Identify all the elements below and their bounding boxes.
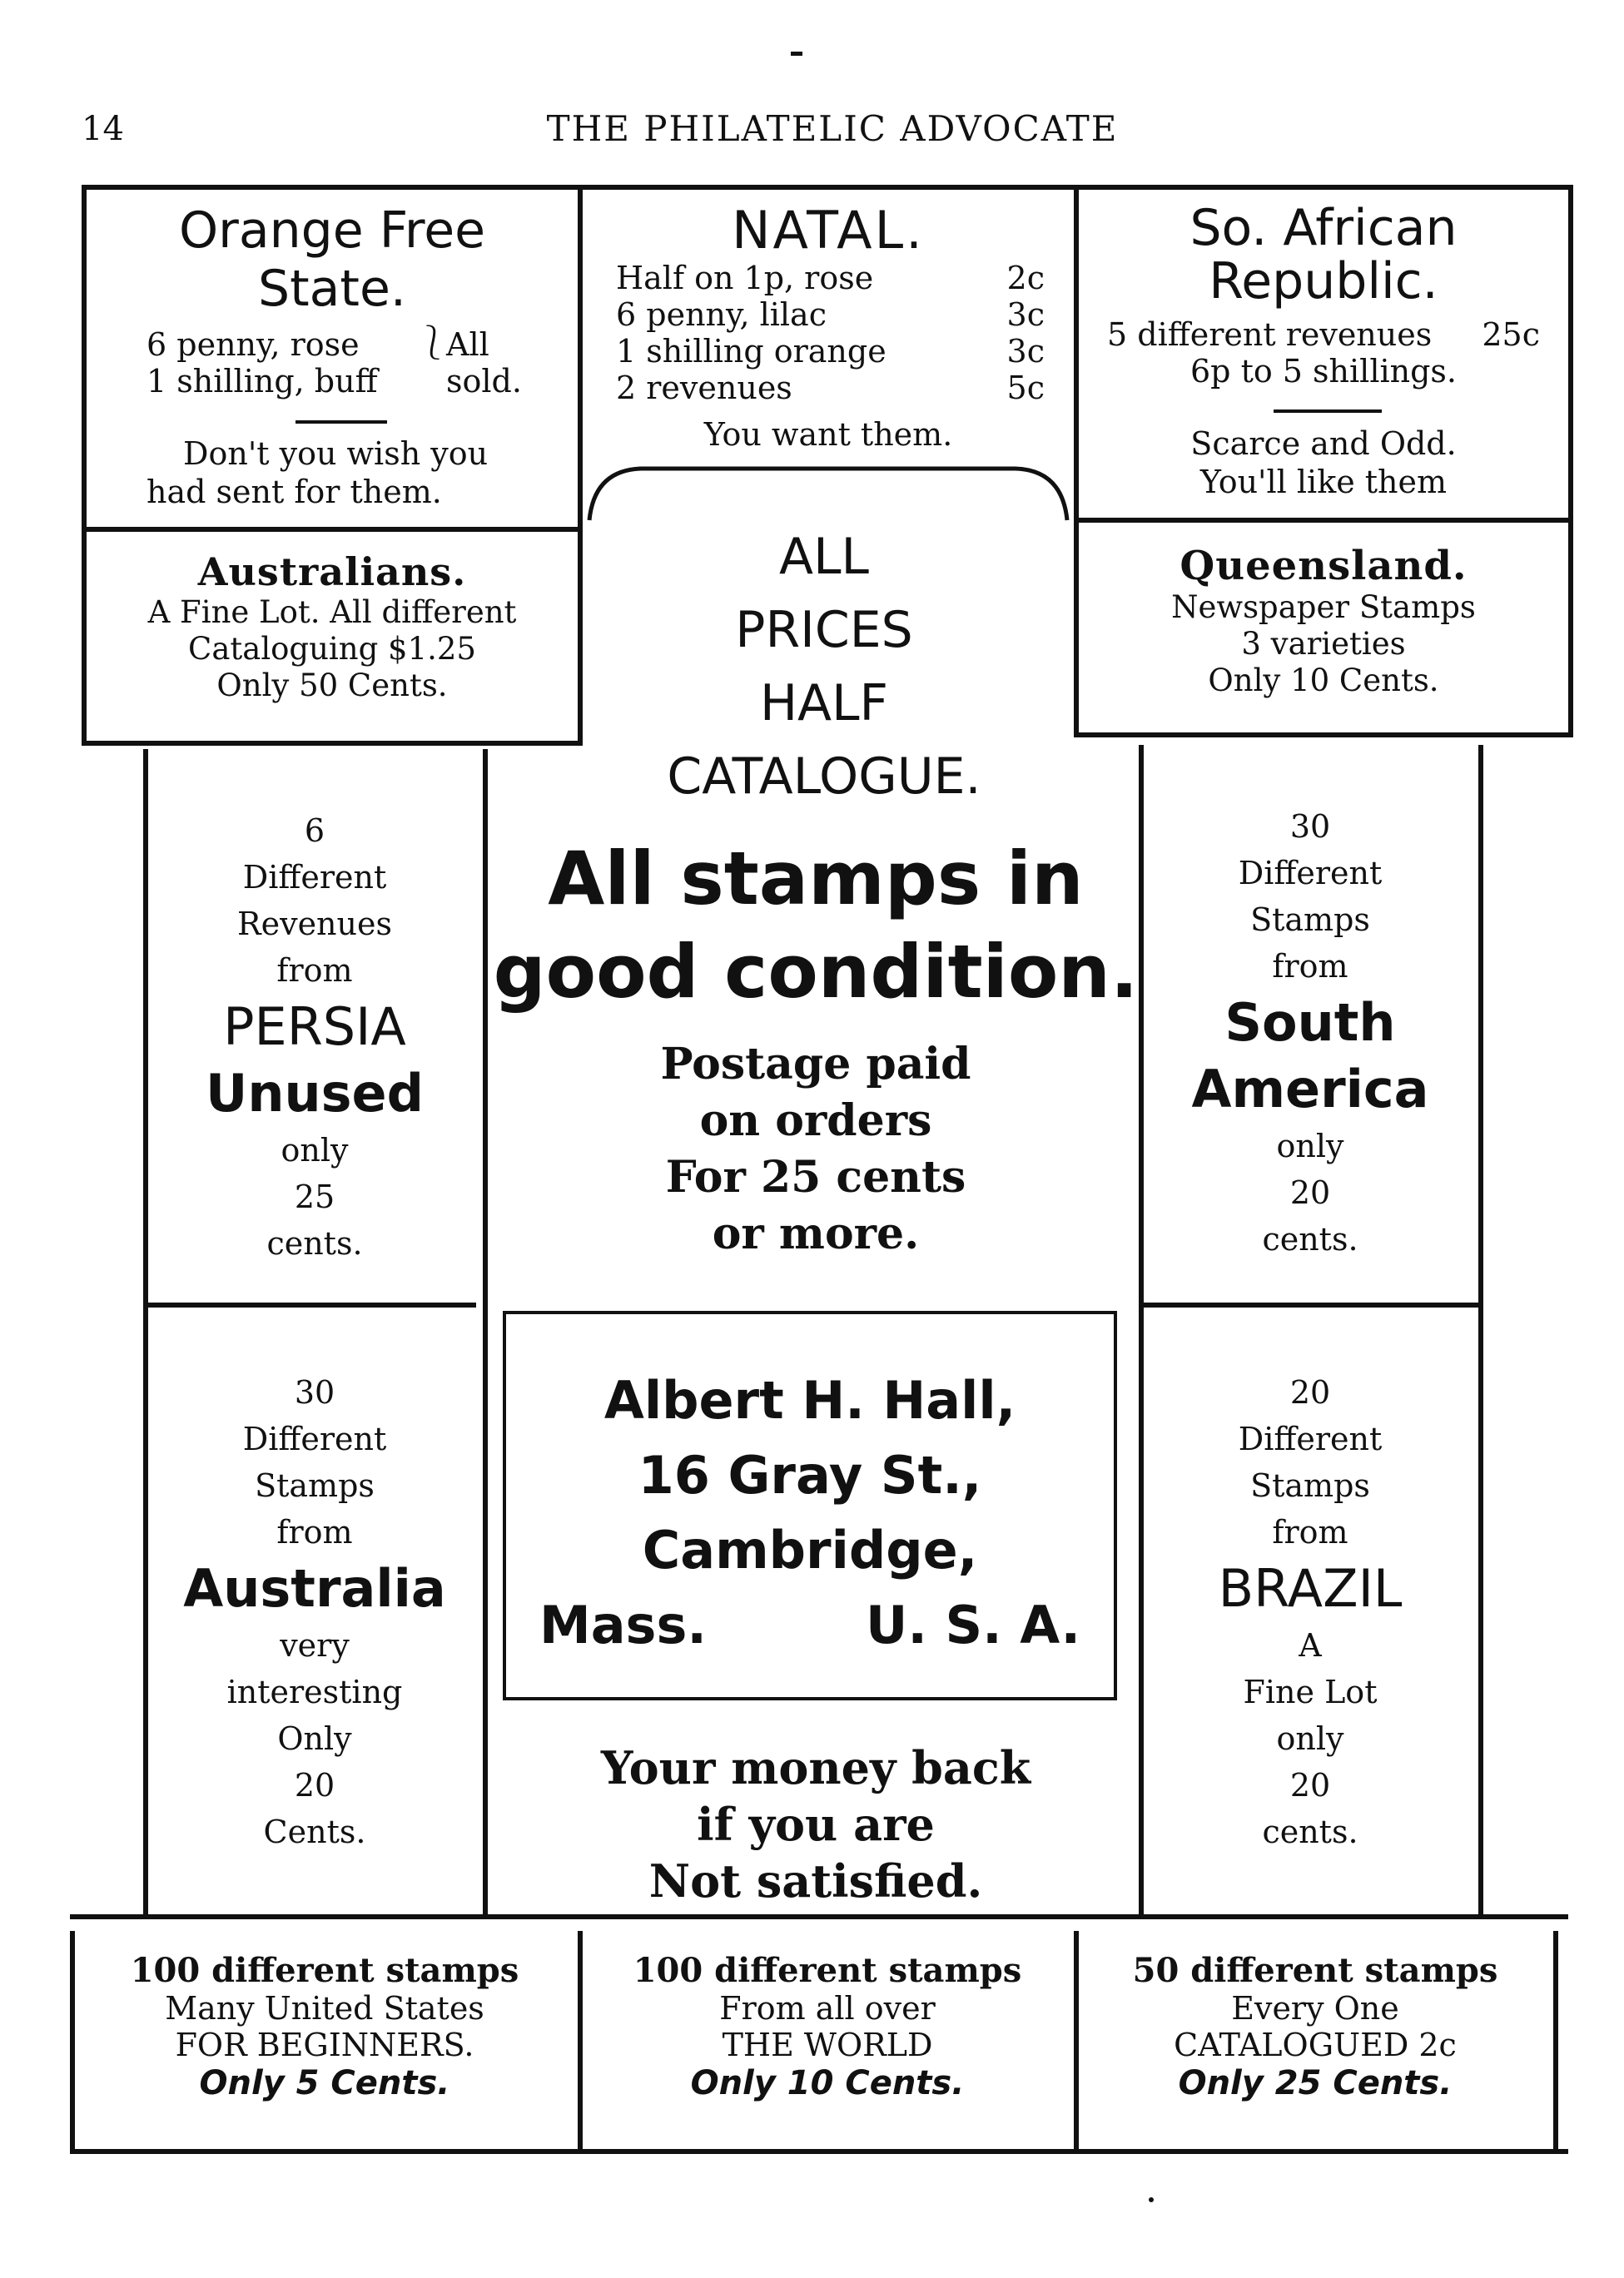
ofs-divider (295, 420, 387, 424)
sa-l8: 20 (1289, 1174, 1331, 1211)
bottom-ad-2-l1: 100 different stamps (633, 1951, 1022, 1990)
center-big-text (483, 832, 1149, 1019)
queensland-line-3: Only 10 Cents. (1208, 663, 1439, 698)
aus-l7: interesting (226, 1674, 403, 1710)
ofs-note-1: All (446, 326, 489, 363)
sar-title (1079, 201, 1568, 308)
address-block (506, 1363, 1114, 1663)
persia-l8: 25 (294, 1179, 335, 1215)
persia-block (148, 807, 481, 1267)
brazil-l7: Fine Lot (1243, 1674, 1378, 1710)
bottom-ad-2-l3: THE WORLD (722, 2027, 933, 2063)
persia-l1: 6 (304, 812, 325, 849)
center-line-3: HALF (759, 674, 889, 732)
aus-l4: from (276, 1514, 353, 1551)
sa-l5: South (1224, 992, 1396, 1053)
ofs-foot-2: had sent for them. (147, 474, 442, 510)
queensland-line-2: 3 varieties (1241, 626, 1406, 662)
brazil-l8: only (1276, 1720, 1344, 1757)
aus-l6: very (280, 1627, 350, 1664)
brazil-l5: BRAZIL (1218, 1558, 1403, 1619)
top-right-mid-rule (1074, 518, 1568, 523)
aus-l1: 30 (294, 1374, 335, 1411)
persia-l3: Revenues (237, 906, 392, 942)
australia-block (148, 1369, 481, 1855)
brazil-l10: cents. (1262, 1814, 1358, 1850)
sar-price-1: 25c (1482, 316, 1540, 353)
postage-paid-block (499, 1036, 1132, 1263)
brazil-l2: Different (1238, 1421, 1383, 1457)
address-street: 16 Gray St., (638, 1445, 982, 1506)
natal-footer: You want them. (703, 416, 953, 453)
top-right-bottom-rule (1074, 732, 1568, 737)
sar-line-1-row (1107, 316, 1540, 353)
bottom-ad-3-l4: Only 25 Cents. (1178, 2064, 1453, 2102)
sar-title-2: Republic. (1209, 252, 1438, 310)
top-left-mid-rule (82, 527, 578, 532)
sar-foot-1: Scarce and Odd. (1190, 425, 1457, 462)
ink-speck (1149, 2197, 1154, 2202)
natal-title: NATAL. (732, 200, 925, 261)
ofs-item-1: 6 penny, rose (147, 326, 360, 363)
brazil-l9: 20 (1289, 1767, 1331, 1804)
center-line-1: ALL (779, 528, 869, 586)
top-right-border (1568, 185, 1573, 737)
center-line-4: CATALOGUE. (667, 747, 981, 806)
ofs-items (147, 326, 378, 400)
persia-l4: from (276, 952, 353, 989)
australians-line-3: Only 50 Cents. (216, 668, 448, 703)
queensland-line-1: Newspaper Stamps (1171, 589, 1476, 625)
center-big-1: All stamps in (548, 836, 1084, 921)
persia-l6: Unused (206, 1063, 424, 1124)
natal-item-4: 2 revenues 5c (616, 370, 1045, 406)
ink-speck (791, 52, 802, 56)
brazil-block (1144, 1369, 1477, 1855)
bottom-ad-1-l1: 100 different stamps (130, 1951, 519, 1990)
bottom-ad-3-l2: Every One (1231, 1990, 1399, 2027)
address-country: U. S. A. (866, 1595, 1080, 1655)
sa-l4: from (1272, 948, 1348, 985)
south-america-block (1144, 803, 1477, 1263)
aus-l8: Only (277, 1720, 352, 1757)
ofs-title-2: State. (258, 260, 406, 318)
brazil-l3: Stamps (1250, 1467, 1370, 1504)
australians-line-1: A Fine Lot. All different (147, 594, 517, 630)
sa-l9: cents. (1262, 1221, 1358, 1258)
sar-divider (1274, 409, 1382, 413)
postage-line-4: or more. (712, 1208, 920, 1259)
bottom-ad-3-l3: CATALOGUED 2c (1174, 2027, 1457, 2063)
address-state: Mass. (539, 1595, 707, 1655)
ofs-item-2: 1 shilling, buff (147, 363, 378, 400)
sar-foot-2: You'll like them (1199, 464, 1448, 500)
persia-l9: cents. (266, 1225, 363, 1262)
page-number: 14 (82, 110, 124, 148)
sa-l7: only (1276, 1128, 1344, 1164)
bottom-ad-2-l4: Only 10 Cents. (690, 2064, 965, 2102)
ofs-footer (147, 434, 488, 511)
natal-item-1: Half on 1p, rose 2c (616, 260, 1045, 296)
australians-title: Australians. (197, 549, 467, 594)
bottom-ad-3 (1079, 1952, 1552, 2103)
aus-l2: Different (242, 1421, 387, 1457)
bottom-ad-3-l1: 50 different stamps (1132, 1951, 1498, 1990)
mid-right-outer (1478, 745, 1483, 1914)
bottom-ad-2-l2: From all over (719, 1990, 936, 2027)
money-line-3: Not satisfied. (648, 1854, 983, 1908)
mid-left-inner (483, 749, 488, 1914)
brazil-l6: A (1299, 1627, 1322, 1664)
natal-item-2: 6 penny, lilac 3c (616, 296, 1045, 333)
australians-line-2: Cataloguing $1.25 (188, 631, 476, 667)
bottom-right-border (1553, 1931, 1558, 2149)
postage-line-3: For 25 cents (665, 1152, 966, 1203)
money-line-1: Your money back (600, 1741, 1031, 1794)
aus-l9: 20 (294, 1767, 335, 1804)
aus-l10: Cents. (263, 1814, 366, 1850)
money-back-block (499, 1740, 1132, 1909)
center-big-2: good condition. (493, 929, 1139, 1015)
ofs-brace: ⎱ (416, 324, 449, 362)
ofs-note (446, 326, 522, 400)
queensland-title: Queensland. (1180, 543, 1468, 589)
sa-l2: Different (1238, 855, 1383, 891)
publication-title: THE PHILATELIC ADVOCATE (546, 108, 1119, 149)
top-left-bottom-rule (82, 741, 578, 746)
queensland-block (1079, 543, 1568, 699)
ofs-title-1: Orange Free (178, 201, 486, 260)
sar-title-1: So. African (1189, 199, 1458, 257)
sa-l1: 30 (1289, 808, 1331, 845)
brazil-l4: from (1272, 1514, 1348, 1551)
address-city: Cambridge, (642, 1520, 978, 1581)
australians-block (87, 549, 578, 704)
persia-l5: PERSIA (223, 996, 406, 1057)
money-line-2: if you are (697, 1798, 935, 1851)
postage-line-2: on orders (699, 1095, 932, 1146)
sar-footer (1079, 424, 1568, 501)
bottom-ad-1-l4: Only 5 Cents. (199, 2064, 450, 2102)
center-line-2: PRICES (735, 601, 913, 659)
mid-left-divider (147, 1303, 476, 1308)
natal-price-list (616, 260, 1045, 406)
persia-l2: Different (242, 859, 387, 896)
bottom-ad-2 (583, 1952, 1072, 2103)
center-bracket (583, 454, 1074, 529)
address-state-country (506, 1588, 1114, 1663)
address-name: Albert H. Hall, (603, 1370, 1016, 1431)
sa-l3: Stamps (1250, 901, 1370, 938)
sa-l6: America (1191, 1059, 1429, 1119)
bottom-ad-1-l3: FOR BEGINNERS. (175, 2027, 474, 2063)
sar-line-1: 5 different revenues (1107, 316, 1433, 353)
brazil-l1: 20 (1289, 1374, 1331, 1411)
aus-l3: Stamps (255, 1467, 375, 1504)
bottom-ad-1 (75, 1952, 574, 2103)
orange-free-state-block (87, 201, 578, 318)
bottom-bottom-rule (70, 2149, 1568, 2154)
natal-item-3: 1 shilling orange 3c (616, 333, 1045, 370)
ofs-foot-1: Don't you wish you (183, 435, 489, 472)
persia-l7: only (281, 1132, 349, 1169)
top-rule (82, 185, 1572, 190)
aus-l5: Australia (183, 1558, 446, 1619)
postage-line-1: Postage paid (660, 1039, 971, 1089)
ofs-note-2: sold. (446, 363, 522, 400)
bottom-top-rule (70, 1914, 1568, 1919)
bottom-ad-1-l2: Many United States (165, 1990, 484, 2027)
sar-line-2: 6p to 5 shillings. (1189, 353, 1458, 390)
mid-right-divider (1142, 1303, 1478, 1308)
center-headline (533, 520, 1115, 813)
